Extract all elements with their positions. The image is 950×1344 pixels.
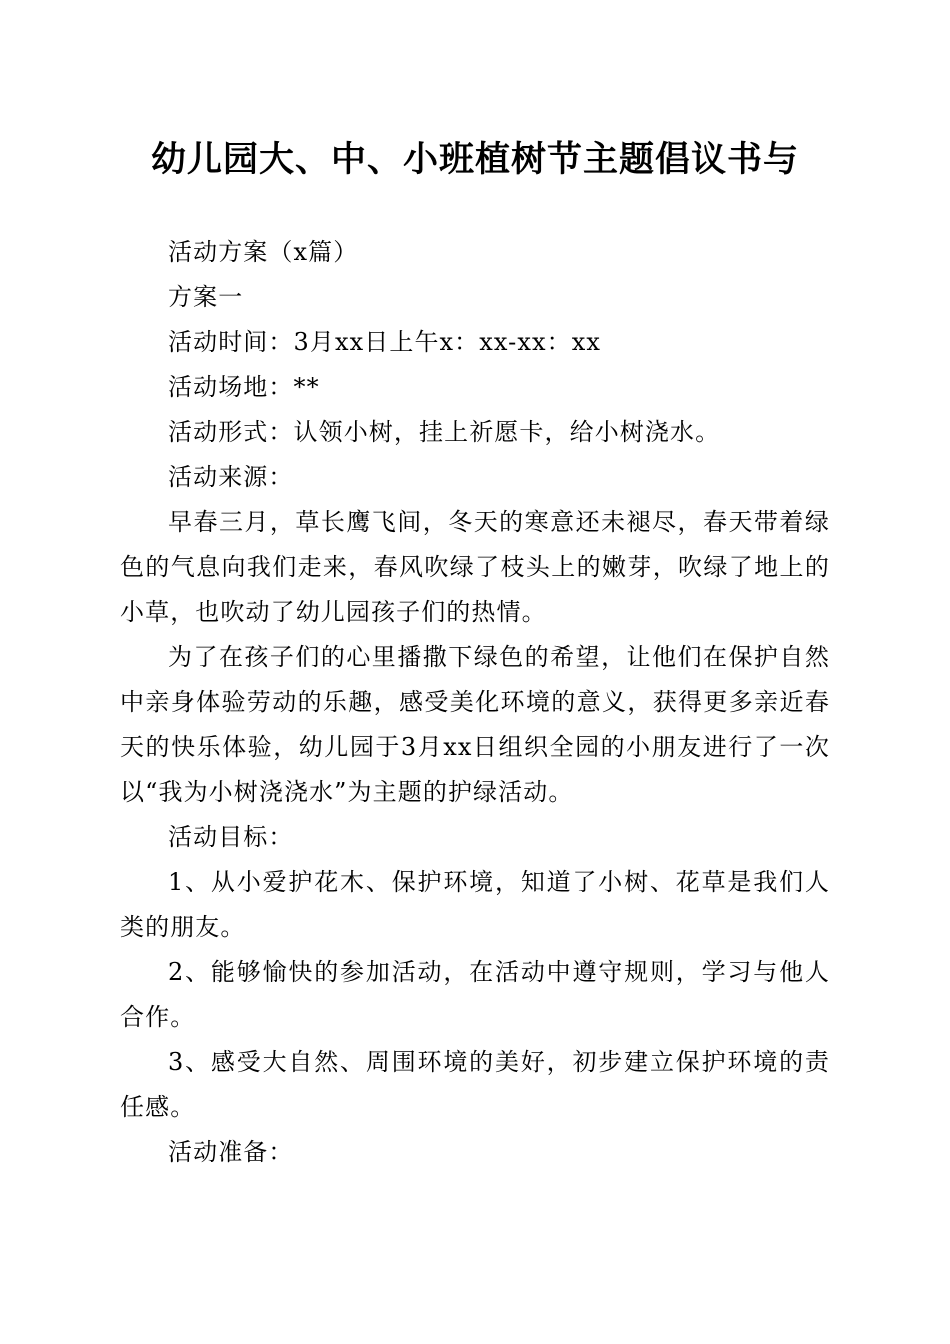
paragraph-goals-heading: 活动目标： — [168, 823, 294, 851]
paragraph-preparation-heading: 活动准备： — [168, 1138, 294, 1166]
paragraph-activity-time: 活动时间：3月xx日上午x：xx-xx：xx — [168, 328, 601, 356]
paragraph-spring-intro: 早春三月，草长鹰飞间，冬天的寒意还未褪尽，春天带着绿色的气息向我们走来，春风吹绿了枝头上的嫩芽，吹绿了地上的小草，也吹动了幼儿园孩子们的热情。 — [120, 508, 830, 626]
paragraph-activity-plan-count: 活动方案（x篇） — [168, 238, 359, 266]
paragraph-activity-purpose: 为了在孩子们的心里播撒下绿色的希望，让他们在保护自然中亲身体验劳动的乐趣，感受美化环境的意义，获得更多亲近春天的快乐体验，幼儿园于3月xx日组织全园的小朋友进行了一次以“我为小树浇浇水”为主题的护绿活动。 — [120, 643, 830, 806]
paragraph-goal-3: 3、感受大自然、周围环境的美好，初步建立保护环境的责任感。 — [120, 1048, 830, 1121]
document-body — [120, 230, 830, 1175]
paragraph-activity-venue: 活动场地：** — [168, 373, 320, 401]
paragraph-plan-one: 方案一 — [168, 283, 244, 311]
paragraph-goal-1: 1、从小爱护花木、保护环境，知道了小树、花草是我们人类的朋友。 — [120, 868, 830, 941]
paragraph-goal-2: 2、能够愉快的参加活动，在活动中遵守规则，学习与他人合作。 — [120, 958, 830, 1031]
document-title: 幼儿园大、中、小班植树节主题倡议书与 — [150, 139, 799, 180]
paragraph-activity-form: 活动形式：认领小树，挂上祈愿卡，给小树浇水。 — [168, 418, 721, 446]
paragraph-activity-origin-heading: 活动来源： — [168, 463, 294, 491]
